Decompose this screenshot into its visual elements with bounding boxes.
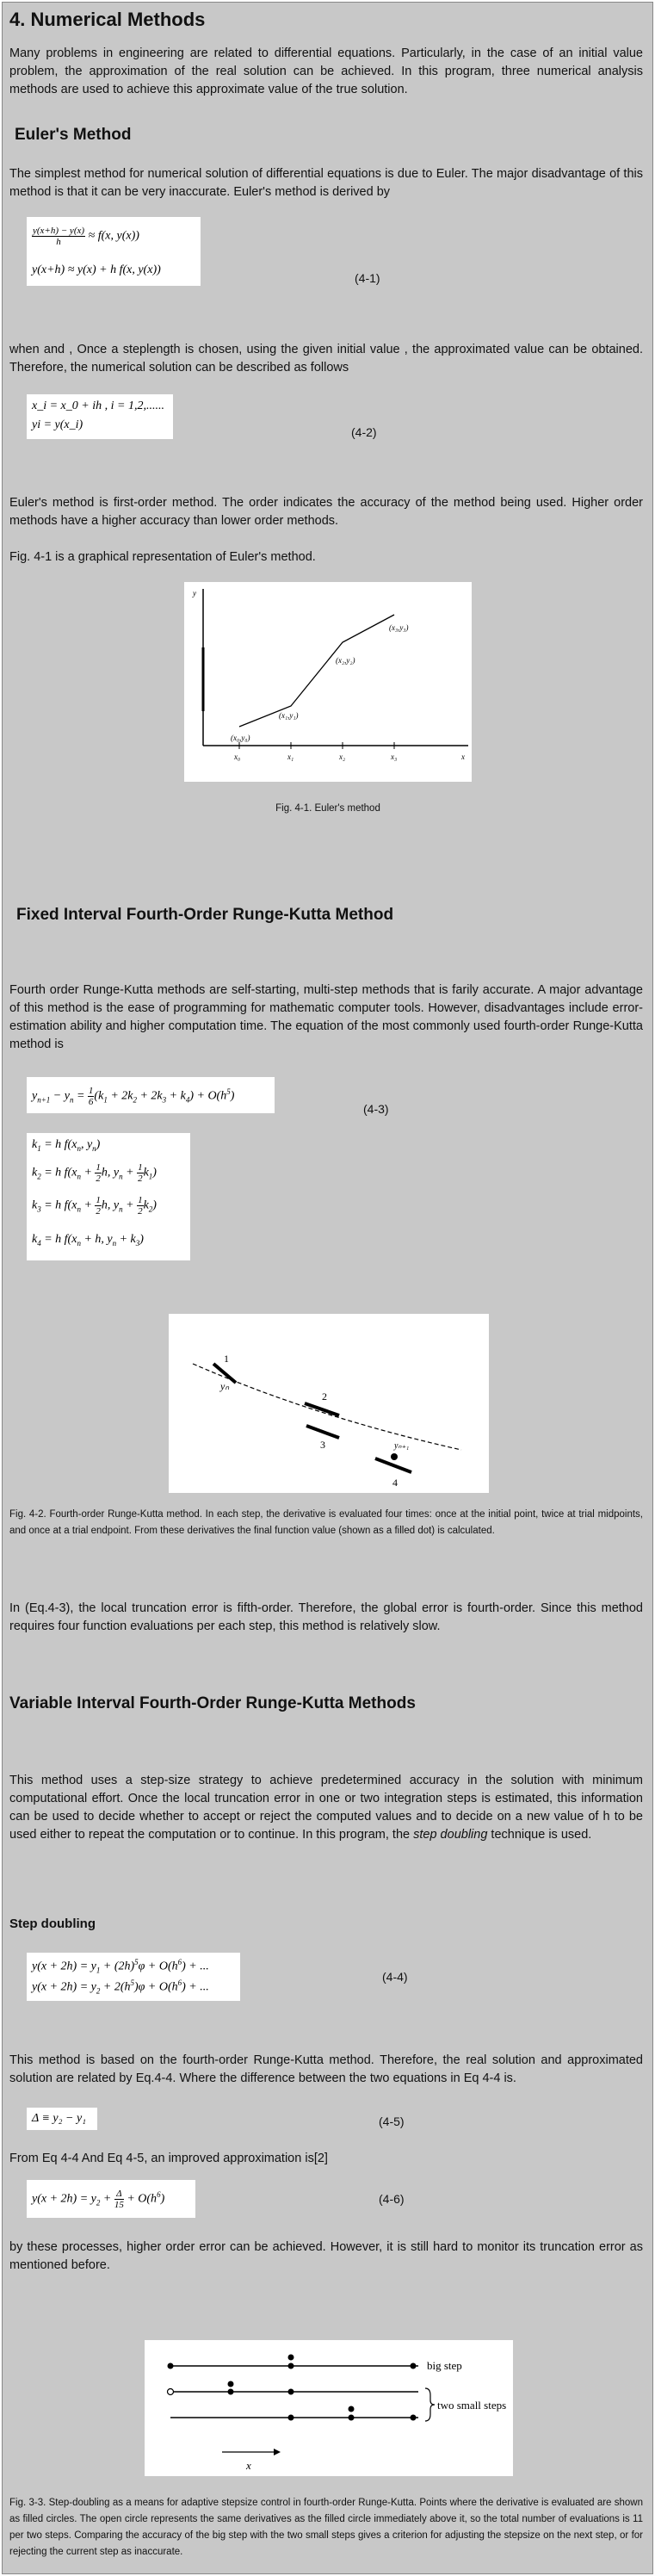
yn1-label: yₙ₊₁ bbox=[394, 1441, 410, 1451]
evaluation-point bbox=[228, 2389, 234, 2395]
euler-paragraph-4: Fig. 4-1 is a graphical representation of Euler's method. bbox=[9, 550, 316, 564]
euler-heading: Euler's Method bbox=[15, 126, 132, 144]
euler-paragraph-3: Euler's method is first-order method. The order indicates the accuracy of the method being used. Higher order methods have a higher accuracy than lower order methods. bbox=[9, 496, 643, 528]
equation-4-5: Δ ≡ y₂ − y₁ bbox=[27, 2108, 97, 2130]
euler-polyline bbox=[239, 615, 394, 727]
step-label: 4 bbox=[392, 1477, 398, 1489]
equation-4-2 bbox=[27, 394, 173, 439]
big-step-label: big step bbox=[427, 2359, 462, 2372]
equation-number: (4-6) bbox=[379, 2192, 405, 2206]
step-doubling-heading: Step doubling bbox=[9, 1917, 96, 1931]
point-label: (x₀,y₀) bbox=[231, 734, 250, 742]
equation-line: yi = y(x_i) bbox=[32, 418, 83, 431]
equation-4-6: $y(x + 2h) = y_2$ + $\frac{\Delta}{15}$ + $O(h^6)$ bbox=[27, 2180, 195, 2218]
rk4-figure bbox=[169, 1314, 489, 1493]
tick-label: x₀ bbox=[234, 752, 241, 761]
brace bbox=[425, 2388, 435, 2421]
euler-graph bbox=[184, 582, 472, 782]
final-value-dot bbox=[391, 1453, 398, 1460]
slope-3 bbox=[306, 1426, 339, 1438]
rk4-figure-caption: Fig. 4-2. Fourth-order Runge-Kutta method. In each step, the derivative is evaluated four times: once at the initial point, twice at trial midpoints, and once at a trial endpoint. From these derivatives the final function value (shown as a filled dot) is calculated. bbox=[9, 1509, 643, 1536]
variable-heading: Variable Interval Fourth-Order Runge-Kutta Methods bbox=[9, 1694, 416, 1712]
evaluation-point bbox=[349, 2406, 355, 2412]
variable-paragraph-4: by these processes, higher order error can be achieved. However, it is still hard to monitor its truncation error as mentioned before. bbox=[9, 2240, 643, 2272]
yn-label: yₙ bbox=[220, 1380, 230, 1392]
open-circle bbox=[168, 2389, 174, 2395]
variable-paragraph-1: This method uses a step-size strategy to achieve predetermined accuracy in the solution with minimum computational effort. Once the local truncation error in one or two integration steps is estimated, this information can be used to decide whether to accept or reject the computed values and to decide on a new value of h to be used either to repeat the computation or to continue. In this program, the step doubling technique is used. bbox=[9, 1774, 643, 1842]
euler-paragraph-1: The simplest method for numerical solution of differential equations is due to Euler. The major disadvantage of this method is that it can be very inaccurate. Euler's method is derived by bbox=[9, 167, 643, 199]
rk4-heading: Fixed Interval Fourth-Order Runge-Kutta Method bbox=[16, 906, 394, 924]
equation-4-4: $y(x + 2h) = y_1 + (2h)^5\varphi + O(h^6)$ + ... $y(x + 2h) = y_2 + 2(h^5)\varphi + O(h^6)$ + ... bbox=[27, 1953, 240, 2001]
evaluation-point bbox=[288, 2389, 294, 2395]
equation-line: x_i = x_0 + ih , i = 1,2,...... bbox=[32, 399, 164, 412]
step-label: 3 bbox=[320, 1439, 325, 1451]
x-arrow-head bbox=[274, 2449, 281, 2455]
step-doubling-figure bbox=[145, 2340, 513, 2476]
euler-figure bbox=[184, 582, 472, 782]
euler-paragraph-2: when and , Once a steplength is chosen, using the given initial value , the approximated value can be obtained. Therefore, the numerical solution can be described as follows bbox=[9, 343, 643, 375]
point-label: (x₁,y₁) bbox=[279, 711, 299, 720]
equation-number: (4-5) bbox=[379, 2115, 405, 2128]
step-doubling-caption: Fig. 3-3. Step-doubling as a means for adaptive stepsize control in fourth-order Runge-Kutta. Points where the derivative is evaluated are shown as filled circles. The open circle represents the same derivatives as the filled circle immediately above it, so the total number of evaluations is 11 per two steps. Comparing the accuracy of the big step with the two small steps gives a criterion for adjusting the stepsize on the next step, or for rejecting the current step as inaccurate. bbox=[9, 2498, 643, 2557]
rk4-diagram bbox=[169, 1314, 489, 1493]
evaluation-point bbox=[349, 2415, 355, 2421]
equation-k-terms: $k_1 = h$ $f(x_n$, $y_n$) $k_2 = h$ $f(x_n$ + $\frac{1}{2}$ h, $y_n$ + $\frac{1}{2}$ $k_1$) $k_3 = h$ $f(x_n$ + $\frac{1}{2}$ h, $y_n$ + $\frac{1}{2}$ $k_2$) $k_4 = h$ $f(x_n + h$, $y_n + k_3$) bbox=[27, 1133, 190, 1260]
step-label: 2 bbox=[322, 1390, 327, 1403]
small-steps-label: two small steps bbox=[437, 2399, 507, 2412]
rk4-paragraph-2: In (Eq.4-3), the local truncation error is fifth-order. Therefore, the global error is fourth-order. Since this method requires four function evaluations per each step, this method is relatively slow. bbox=[9, 1601, 643, 1633]
axis-label: x bbox=[461, 752, 465, 761]
slope-2 bbox=[305, 1403, 339, 1415]
step-doubling-diagram bbox=[145, 2340, 513, 2476]
rk4-paragraph-1: Fourth order Runge-Kutta methods are self-starting, multi-step methods that is farily accurate. A major advantage of this method is the ease of programming for mathematic computer tools. However, disadvantages include error-estimation ability and higher computation time. The equation of the most commonly used fourth-order Runge-Kutta method is bbox=[9, 983, 643, 1051]
evaluation-point bbox=[168, 2363, 174, 2369]
step-label: 1 bbox=[224, 1353, 229, 1365]
equation-number: (4-3) bbox=[363, 1102, 389, 1116]
evaluation-point bbox=[411, 2363, 417, 2369]
equation-number: (4-4) bbox=[382, 1970, 408, 1984]
page-title: 4. Numerical Methods bbox=[9, 9, 206, 30]
equation-4-3: $y_{n+1} - y_n$ = $\frac{1}{6}$ $(k_1 + 2k_2 + 2k_3 + k_4) + O(h^5)$ bbox=[27, 1077, 275, 1113]
euler-figure-caption: Fig. 4-1. Euler's method bbox=[275, 803, 380, 814]
evaluation-point bbox=[288, 2415, 294, 2421]
tick-label: x₃ bbox=[391, 752, 398, 761]
equation-number: (4-1) bbox=[355, 271, 380, 285]
tick-label: x₁ bbox=[287, 752, 294, 761]
point-label: (x₃,y₃) bbox=[389, 623, 409, 632]
evaluation-point bbox=[288, 2355, 294, 2361]
point-label: (x₂,y₂) bbox=[336, 656, 355, 665]
tick-label: x₂ bbox=[339, 752, 346, 761]
equation-4-1: $\frac{y(x+h) - y(x)}{h}$ ≈ f(x, y(x)) y(x+h) ≈ y(x) + h f(x, y(x)) bbox=[27, 217, 201, 286]
variable-paragraph-2: This method is based on the fourth-order Runge-Kutta method. Therefore, the real solution and approximated solution are related by Eq.4-4. Where the difference between the two equations in Eq 4-4 is. bbox=[9, 2053, 643, 2085]
axis-label: y bbox=[193, 589, 196, 598]
evaluation-point bbox=[411, 2415, 417, 2421]
intro-paragraph: Many problems in engineering are related to differential equations. Particularly, in the case of an initial value problem, the approximation of the real solution can be achieved. In this program, three numerical analysis methods are used to achieve this approximate value of the true solution. bbox=[9, 46, 643, 96]
variable-paragraph-3: From Eq 4-4 And Eq 4-5, an improved approximation is[2] bbox=[9, 2152, 328, 2165]
evaluation-point bbox=[228, 2381, 234, 2387]
equation-number: (4-2) bbox=[351, 425, 377, 439]
slope-4 bbox=[375, 1458, 411, 1472]
x-label: x bbox=[246, 2459, 251, 2472]
solution-curve bbox=[193, 1364, 461, 1450]
evaluation-point bbox=[288, 2363, 294, 2369]
